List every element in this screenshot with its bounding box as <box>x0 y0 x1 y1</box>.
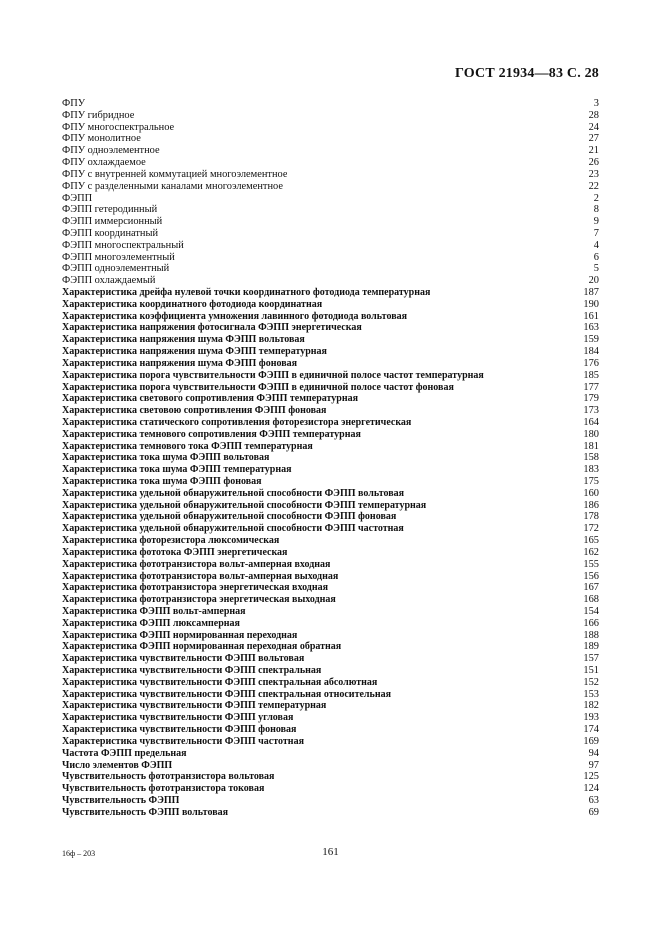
index-term: Чувствительность ФЭПП вольтовая <box>62 806 229 818</box>
index-entry <box>62 110 599 122</box>
index-page-ref: 124 <box>583 783 599 795</box>
index-page-ref: 185 <box>583 369 599 381</box>
index-entry <box>62 133 599 145</box>
index-entry <box>62 594 599 606</box>
index-page-ref: 172 <box>583 523 599 535</box>
index-term: ФЭПП многоэлементный <box>62 251 175 263</box>
index-term: Характеристика фототранзистора энергетическая выходная <box>62 594 336 606</box>
index-page-ref: 23 <box>588 168 599 180</box>
index-term: Чувствительность ФЭПП <box>62 794 180 806</box>
index-term: Характеристика фоторезистора люксомическая <box>62 535 280 547</box>
index-page-ref: 189 <box>583 641 599 653</box>
index-entry <box>62 488 599 500</box>
index-page-ref: 154 <box>583 605 599 617</box>
index-term: ФПУ одноэлементное <box>62 145 160 157</box>
index-term: Характеристика чувствительности ФЭПП вольтовая <box>62 653 305 665</box>
index-page-ref: 4 <box>593 239 599 251</box>
print-code: 16ф – 203 <box>62 849 96 858</box>
index-entry <box>62 405 599 417</box>
index-term: Характеристика удельной обнаружительной способности ФЭПП фоновая <box>62 511 397 523</box>
index-entry <box>62 736 599 748</box>
index-page-ref: 69 <box>588 806 599 818</box>
index-term: Характеристика дрейфа нулевой точки координатного фотодиода температурная <box>62 287 431 298</box>
index-entry <box>62 500 599 512</box>
index-page-ref: 2 <box>593 192 599 204</box>
index-entry <box>62 653 599 665</box>
index-page-ref: 177 <box>583 381 599 393</box>
index-term: Чувствительность фототранзистора вольтовая <box>62 771 275 783</box>
index-entry <box>62 464 599 476</box>
index-page-ref: 158 <box>583 452 599 464</box>
index-page-ref: 173 <box>583 405 599 417</box>
index-entry <box>62 287 599 299</box>
index-entry <box>62 582 599 594</box>
index-term: Характеристика чувствительности ФЭПП температурная <box>62 700 327 712</box>
index-term: Характеристика напряжения шума ФЭПП температурная <box>62 346 327 358</box>
index-entry <box>62 606 599 618</box>
index-entry <box>62 181 599 193</box>
index-entry <box>62 689 599 701</box>
index-entry <box>62 275 599 287</box>
index-entry <box>62 630 599 642</box>
index-entry <box>62 712 599 724</box>
index-term: Характеристика темнового тока ФЭПП температурная <box>62 440 313 452</box>
index-entry <box>62 783 599 795</box>
index-term: Характеристика напряжения фотосигнала ФЭПП энергетическая <box>62 322 362 334</box>
index-entry <box>62 240 599 252</box>
index-term: Характеристика чувствительности ФЭПП угловая <box>62 712 294 724</box>
index-entry <box>62 535 599 547</box>
index-entry <box>62 393 599 405</box>
index-entry <box>62 441 599 453</box>
index-page-ref: 156 <box>583 570 599 582</box>
index-page-ref: 152 <box>583 676 599 688</box>
index-page-ref: 181 <box>583 440 599 452</box>
index-entry <box>62 216 599 228</box>
index-term: ФЭПП гетеродинный <box>62 204 158 216</box>
index-term: Характеристика чувствительности ФЭПП фоновая <box>62 724 297 736</box>
index-page-ref: 180 <box>583 428 599 440</box>
index-term: ФЭПП одноэлементный <box>62 263 170 275</box>
index-entry <box>62 228 599 240</box>
index-term: Характеристика координатного фотодиода координатная <box>62 298 323 310</box>
index-entry <box>62 346 599 358</box>
index-term: Характеристика ФЭПП вольт-амперная <box>62 605 246 617</box>
index-page-ref: 183 <box>583 464 599 476</box>
index-page-ref: 22 <box>588 180 599 192</box>
index-term: Характеристика тока шума ФЭПП температурная <box>62 464 292 476</box>
index-entry <box>62 452 599 464</box>
index-entry <box>62 382 599 394</box>
index-entry <box>62 252 599 264</box>
index-entry <box>62 299 599 311</box>
index-term: Характеристика ФЭПП люксамперная <box>62 617 240 629</box>
index-page-ref: 174 <box>583 724 599 736</box>
index-term: Характеристика чувствительности ФЭПП спектральная <box>62 665 322 676</box>
index-entry <box>62 145 599 157</box>
index-term: Характеристика светового сопротивления ФЭПП температурная <box>62 393 359 405</box>
page-header: ГОСТ 21934—83 С. 28 <box>455 66 599 81</box>
index-page-ref: 8 <box>593 204 599 216</box>
index-page-ref: 24 <box>588 121 599 133</box>
index-entry <box>62 700 599 712</box>
index-page-ref: 151 <box>583 665 599 676</box>
index-term: Характеристика тока шума ФЭПП вольтовая <box>62 452 270 464</box>
index-entry <box>62 807 599 819</box>
index-term: ФПУ гибридное <box>62 109 135 121</box>
index-page-ref: 28 <box>588 109 599 121</box>
index-page-ref: 9 <box>593 216 599 228</box>
index-entry <box>62 523 599 535</box>
index-page-ref: 97 <box>588 759 599 771</box>
index-term: Чувствительность фототранзистора токовая <box>62 783 265 795</box>
index-page-ref: 20 <box>588 275 599 287</box>
index-page-ref: 160 <box>583 487 599 499</box>
index-term: Характеристика тока шума ФЭПП фоновая <box>62 476 262 487</box>
index-entry <box>62 665 599 677</box>
index-page-ref: 178 <box>583 511 599 523</box>
index-entry <box>62 334 599 346</box>
index-page-ref: 188 <box>583 629 599 641</box>
index-page-ref: 176 <box>583 357 599 369</box>
index-entry <box>62 98 599 110</box>
index-page-ref: 7 <box>593 227 599 239</box>
index-entry <box>62 677 599 689</box>
index-term: Характеристика чувствительности ФЭПП спектральная абсолютная <box>62 676 378 688</box>
index-entry <box>62 724 599 736</box>
index-entry <box>62 571 599 583</box>
index-entry <box>62 641 599 653</box>
index-term: ФПУ многоспектральное <box>62 121 175 133</box>
index-page-ref: 6 <box>593 251 599 263</box>
index-page-ref: 27 <box>588 133 599 145</box>
index-page-ref: 190 <box>583 298 599 310</box>
index-term: ФЭПП охлаждаемый <box>62 275 156 287</box>
index-entry <box>62 618 599 630</box>
index-entry <box>62 122 599 134</box>
page-number: 161 <box>322 846 339 858</box>
index-entry <box>62 322 599 334</box>
index-term: Характеристика ФЭПП нормированная переходная <box>62 629 298 641</box>
index-term: Характеристика фототранзистора вольт-амперная выходная <box>62 570 339 582</box>
index-term: ФПУ монолитное <box>62 133 141 145</box>
index-entry <box>62 476 599 488</box>
index-term: Характеристика темнового сопротивления ФЭПП температурная <box>62 428 361 440</box>
index-entry <box>62 760 599 772</box>
index-term: Характеристика статического сопротивления фоторезистора энергетическая <box>62 416 412 428</box>
index-page-ref: 163 <box>583 322 599 334</box>
index-term: Характеристика напряжения шума ФЭПП фоновая <box>62 357 298 369</box>
index-entry <box>62 169 599 181</box>
index-term: Характеристика удельной обнаружительной способности ФЭПП температурная <box>62 499 427 511</box>
index-term: ФПУ охлаждаемое <box>62 157 146 169</box>
index-term: ФЭПП <box>62 192 93 204</box>
index-page-ref: 94 <box>588 747 599 759</box>
index-entry <box>62 370 599 382</box>
index-entry <box>62 263 599 275</box>
index-term: Характеристика удельной обнаружительной способности ФЭПП частотная <box>62 523 404 535</box>
index-term: ФПУ с внутренней коммутацией многоэлементное <box>62 168 288 180</box>
index-entry <box>62 559 599 571</box>
index-term: Характеристика напряжения шума ФЭПП вольтовая <box>62 334 305 346</box>
index-entry <box>62 748 599 760</box>
index-entry <box>62 771 599 783</box>
index-term: ФПУ с разделенными каналами многоэлементное <box>62 180 283 192</box>
index-page-ref: 162 <box>583 546 599 558</box>
index-term: Частота ФЭПП предельная <box>62 747 187 759</box>
index-page-ref: 167 <box>583 582 599 594</box>
index-page-ref: 184 <box>583 346 599 358</box>
index-entry <box>62 311 599 323</box>
index-page-ref: 169 <box>583 735 599 747</box>
index-page-ref: 153 <box>583 688 599 700</box>
index-page-ref: 21 <box>588 145 599 157</box>
index-page-ref: 166 <box>583 617 599 629</box>
index-page-ref: 3 <box>593 98 599 109</box>
index-page-ref: 186 <box>583 499 599 511</box>
index-term: Характеристика чувствительности ФЭПП спектральная относительная <box>62 688 391 700</box>
index-term: Характеристика удельной обнаружительной способности ФЭПП вольтовая <box>62 487 405 499</box>
index-entry <box>62 429 599 441</box>
index-term: Характеристика порога чувствительности ФЭПП в единичной полосе частот температурная <box>62 369 484 381</box>
index-page-ref: 179 <box>583 393 599 405</box>
index-page-ref: 187 <box>583 287 599 298</box>
index-page-ref: 159 <box>583 334 599 346</box>
index-entry <box>62 511 599 523</box>
index-page-ref: 26 <box>588 157 599 169</box>
index-page-ref: 175 <box>583 476 599 487</box>
index-entry <box>62 358 599 370</box>
index-term: Характеристика фототока ФЭПП энергетическая <box>62 546 288 558</box>
index-term: ФЭПП иммерсионный <box>62 216 163 228</box>
index-term: Характеристика фототранзистора вольт-амперная входная <box>62 558 331 570</box>
index-term: Характеристика чувствительности ФЭПП частотная <box>62 735 304 747</box>
index-page-ref: 182 <box>583 700 599 712</box>
index-term: Характеристика порога чувствительности ФЭПП в единичной полосе частот фоновая <box>62 381 454 393</box>
index-term: ФЭПП многоспектральный <box>62 239 184 251</box>
index-term: ФЭПП координатный <box>62 227 159 239</box>
index-entry <box>62 417 599 429</box>
index-page-ref: 161 <box>583 310 599 322</box>
index-page-ref: 155 <box>583 558 599 570</box>
index-page-ref: 193 <box>583 712 599 724</box>
subject-index <box>62 98 599 819</box>
index-term: Характеристика световою сопротивления ФЭПП фоновая <box>62 405 327 417</box>
index-page-ref: 168 <box>583 594 599 606</box>
index-page-ref: 157 <box>583 653 599 665</box>
index-entry <box>62 193 599 205</box>
index-page-ref: 165 <box>583 535 599 547</box>
index-page-ref: 164 <box>583 416 599 428</box>
index-term: Число элементов ФЭПП <box>62 759 173 771</box>
index-entry <box>62 547 599 559</box>
index-entry <box>62 795 599 807</box>
index-entry <box>62 157 599 169</box>
index-page-ref: 63 <box>588 794 599 806</box>
index-term: ФПУ <box>62 98 86 109</box>
index-entry <box>62 204 599 216</box>
index-page-ref: 125 <box>583 771 599 783</box>
index-term: Характеристика ФЭПП нормированная переходная обратная <box>62 641 342 653</box>
index-page-ref: 5 <box>593 263 599 275</box>
index-term: Характеристика фототранзистора энергетическая входная <box>62 582 329 594</box>
index-term: Характеристика коэффициента умножения лавинного фотодиода вольтовая <box>62 310 408 322</box>
